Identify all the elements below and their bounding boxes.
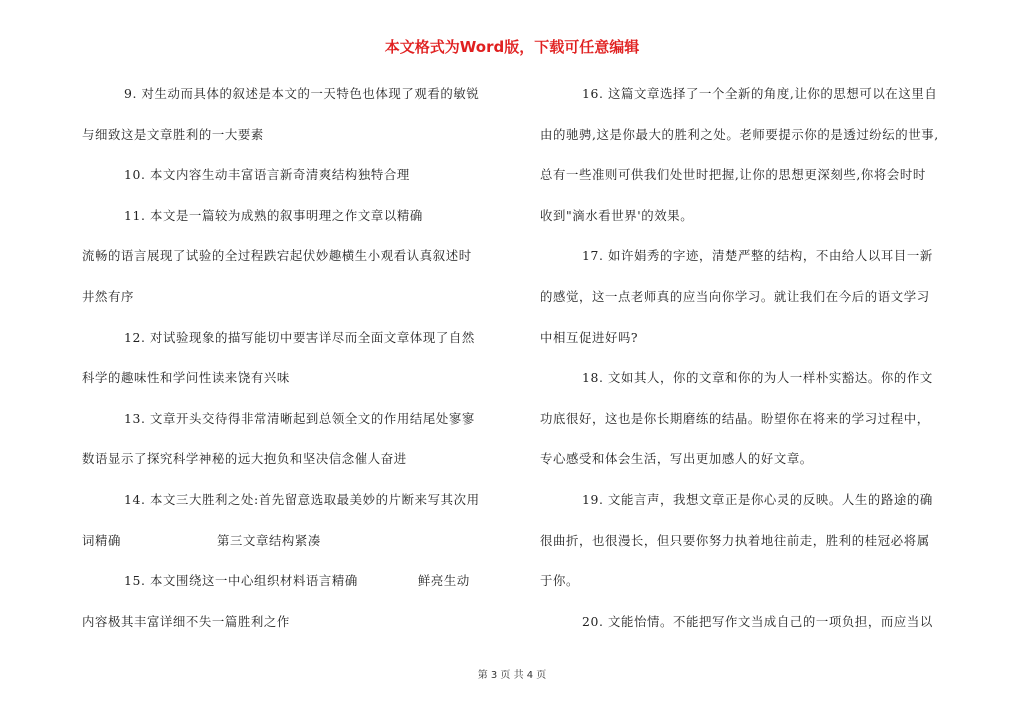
comment-line: 功底很好，这也是你长期磨练的结晶。盼望你在将来的学习过程中， bbox=[540, 410, 930, 426]
page-number: 第 3 页 共 4 页 bbox=[477, 670, 547, 681]
comment-line: 井然有序 bbox=[82, 288, 134, 304]
comment-line: 19. 文能言声，我想文章正是你心灵的反映。人生的路途的确 bbox=[582, 491, 933, 507]
comment-line: 总有一些准则可供我们处世时把握,让你的思想更深刻些,你将会时时 bbox=[540, 167, 926, 183]
comment-line: 数语显示了探究科学神秘的远大抱负和坚决信念催人奋进 bbox=[82, 451, 407, 467]
comment-line: 于你。 bbox=[540, 573, 579, 589]
comment-line: 11. 本文是一篇较为成熟的叙事明理之作文章以精确 bbox=[124, 207, 423, 223]
comment-line: 流畅的语言展现了试验的全过程跌宕起伏妙趣横生小观看认真叙述时 bbox=[82, 248, 472, 264]
comment-fragment: 词精确 bbox=[82, 532, 121, 548]
comment-line: 16. 这篇文章选择了一个全新的角度,让你的思想可以在这里自 bbox=[582, 86, 938, 101]
comment-line: 很曲折，也很漫长，但只要你努力执着地往前走，胜利的桂冠必将属 bbox=[540, 532, 930, 548]
comment-line: 的感觉，这一点老师真的应当向你学习。就让我们在今后的语文学习 bbox=[540, 288, 930, 304]
comment-line: 与细致这是文章胜利的一大要素 bbox=[82, 126, 264, 142]
comment-line bbox=[82, 531, 502, 572]
word-format-banner: 本文格式为Word版，下载可任意编辑 bbox=[384, 38, 640, 56]
comment-line: 12. 对试验现象的描写能切中要害详尽而全面文章体现了自然 bbox=[124, 329, 475, 345]
comment-line: 14. 本文三大胜利之处:首先留意选取最美妙的片断来写其次用 bbox=[124, 491, 480, 507]
comment-fragment: 15. 本文围绕这一中心组织材料语言精确 bbox=[124, 573, 358, 589]
comment-line: 由的驰骋,这是你最大的胜利之处。老师要提示你的是透过纷纭的世事, bbox=[540, 126, 939, 142]
right-column bbox=[540, 84, 960, 652]
comment-line: 专心感受和体会生活，写出更加感人的好文章。 bbox=[540, 451, 813, 467]
comment-line: 科学的趣味性和学问性读来饶有兴味 bbox=[82, 370, 290, 386]
comment-line: 9. 对生动而具体的叙述是本文的一天特色也体现了观看的敏锐 bbox=[124, 86, 480, 101]
left-column bbox=[82, 84, 502, 652]
comment-line: 10. 本文内容生动丰富语言新奇清爽结构独特合理 bbox=[124, 167, 410, 183]
comment-line bbox=[82, 571, 502, 612]
comment-line: 内容极其丰富详细不失一篇胜利之作 bbox=[82, 613, 290, 629]
comment-fragment: 鲜亮生动 bbox=[417, 573, 470, 589]
comment-fragment: 第三文章结构紧凑 bbox=[216, 532, 321, 548]
comment-line: 18. 文如其人，你的文章和你的为人一样朴实豁达。你的作文 bbox=[582, 370, 933, 386]
comment-line: 17. 如许娟秀的字迹，清楚严整的结构，不由给人以耳目一新 bbox=[582, 248, 933, 264]
comment-line: 13. 文章开头交待得非常清晰起到总领全文的作用结尾处寥寥 bbox=[124, 410, 475, 426]
comment-line: 收到"滴水看世界'的效果。 bbox=[540, 207, 694, 223]
comment-line: 20. 文能怡情。不能把写作文当成自己的一项负担，而应当以 bbox=[582, 613, 933, 629]
comment-line: 中相互促进好吗? bbox=[540, 329, 639, 345]
